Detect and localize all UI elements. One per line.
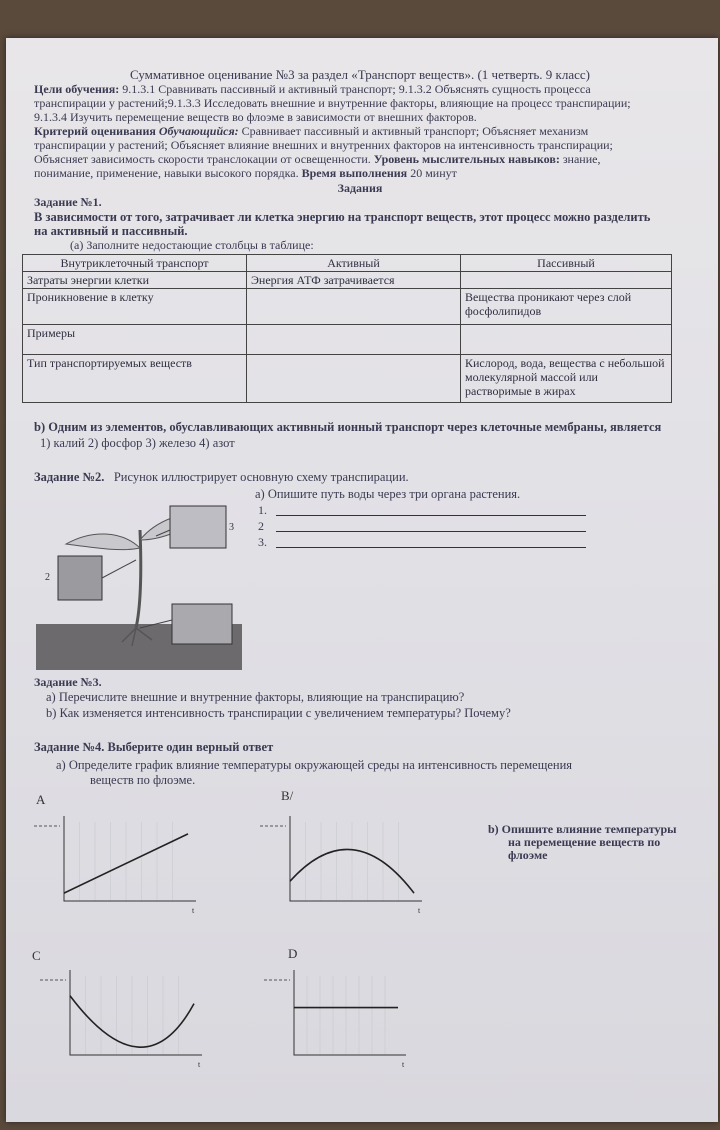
axes — [294, 970, 406, 1055]
table-cell[interactable] — [247, 289, 461, 325]
goals-text-1: 9.1.3.1 Сравнивать пассивный и активный транспорт; 9.1.3.2 Объяснять сущность процесса — [122, 82, 591, 96]
criteria-student: Обучающийся: — [158, 124, 239, 138]
criteria-line-3 — [34, 152, 600, 166]
graph-label-b[interactable]: B/ — [281, 788, 294, 803]
table-cell: Кислород, вода, вещества с небольшой молекулярной массой или растворимые в жирах — [461, 355, 672, 403]
x-axis-label: t — [402, 1060, 405, 1069]
task1-title: Задание №1. — [34, 195, 102, 209]
task2-text: Рисунок иллюстрирует основную схему транспирации. — [113, 470, 409, 484]
transpiration-figure — [36, 500, 246, 672]
x-axis-label: t — [192, 906, 195, 915]
graph-2 — [258, 812, 428, 917]
criteria-text-3c: знание, — [562, 152, 601, 166]
criteria-label: Критерий оценивания — [34, 124, 156, 138]
table-cell[interactable] — [461, 325, 672, 355]
table-row — [23, 355, 672, 403]
table-header-row — [23, 255, 672, 272]
graph-label-c[interactable]: C — [32, 948, 41, 963]
table-cell: Тип транспортируемых веществ — [23, 355, 247, 403]
x-axis-label: t — [198, 1060, 201, 1069]
table-cell[interactable] — [247, 325, 461, 355]
criteria-text-1: Сравнивает пассивный и активный транспорт; Объясняет механизм — [241, 124, 589, 138]
axes — [290, 816, 422, 901]
table-cell[interactable] — [461, 272, 672, 289]
figure-label-3: 3 — [229, 522, 234, 533]
graph-label-a[interactable]: A — [36, 792, 46, 807]
task2-heading — [34, 470, 409, 484]
criteria-text-3a: Объясняет зависимость скорости транслокации от освещенности. — [34, 152, 371, 166]
tasks-heading: Задания — [337, 181, 383, 195]
task2-title: Задание №2. — [34, 470, 105, 484]
answer-line-2[interactable] — [276, 531, 586, 532]
graph-label-d[interactable]: D — [288, 946, 298, 961]
table-cell: Затраты энергии клетки — [23, 272, 247, 289]
graph-1 — [32, 812, 202, 917]
criteria-text-4a: понимание, применение, навыки высокого порядка. — [34, 166, 299, 180]
table-cell: Примеры — [23, 325, 247, 355]
goals-line-3: 9.1.3.4 Изучить перемещение веществ во флоэме в зависимости от внешних факторов. — [34, 110, 477, 124]
task4-sub-b-1: b) Опишите влияние температуры — [488, 822, 677, 836]
task3-title: Задание №3. — [34, 675, 102, 689]
table-row — [23, 289, 672, 325]
figure-label-2: 2 — [45, 572, 50, 583]
goals-label: Цели обучения: — [34, 82, 120, 96]
task3-question-a: a) Перечислите внешние и внутренние факторы, влияющие на транспирацию? — [46, 690, 465, 704]
table-cell: Вещества проникают через слой фосфолипидов — [461, 289, 672, 325]
task1-sub-a: (a) Заполните недостающие столбцы в таблице: — [70, 238, 314, 252]
table-cell: Энергия АТФ затрачивается — [247, 272, 461, 289]
graph-3 — [38, 966, 208, 1071]
answer-number-3: 3. — [258, 535, 267, 549]
transport-table — [22, 254, 672, 403]
answer-line-3[interactable] — [276, 547, 586, 548]
task4-sub-b-3: флоэме — [508, 848, 548, 862]
goals-line-2: транспирации у растений;9.1.3.3 Исследовать внешние и внутренние факторы, влияющие на процесс транспирации; — [34, 96, 631, 110]
table-header-cell: Внутриклеточный транспорт — [23, 255, 247, 272]
task1-options: 1) калий 2) фосфор 3) железо 4) азот — [40, 436, 235, 450]
axes — [70, 970, 202, 1055]
time-label: Время выполнения — [301, 166, 408, 180]
task2-sub-a: a) Опишите путь воды через три органа растения. — [255, 487, 521, 501]
task4-sub-b-2: на перемещение веществ по — [508, 835, 661, 849]
task4-sub-a-1: a) Определите график влияние температуры окружающей среды на интенсивность перемещения — [56, 758, 573, 772]
answer-line-1[interactable] — [276, 515, 586, 516]
answer-number-2: 2 — [258, 519, 264, 533]
task4-title: Задание №4. Выберите один верный ответ — [34, 740, 274, 754]
goals-line-1 — [34, 82, 591, 96]
zoom-box-2 — [58, 556, 102, 600]
time-value: 20 минут — [410, 166, 457, 180]
criteria-text-3b: Уровень мыслительных навыков: — [373, 152, 560, 166]
criteria-line-2: транспирации у растений; Объясняет влияние внешних и внутренних факторов на интенсивность транспирации; — [34, 138, 613, 152]
table-cell[interactable] — [247, 355, 461, 403]
table-cell: Проникновение в клетку — [23, 289, 247, 325]
table-row — [23, 325, 672, 355]
zoom-box-3 — [170, 506, 226, 548]
criteria-line-4 — [34, 166, 457, 180]
table-header-cell: Пассивный — [461, 255, 672, 272]
table-row — [23, 272, 672, 289]
task4-sub-a-2: веществ по флоэме. — [90, 773, 196, 787]
answer-number-1: 1. — [258, 503, 267, 517]
task3-question-b: b) Как изменяется интенсивность транспирации с увеличением температуры? Почему? — [46, 706, 511, 720]
task1-sub-b: b) Одним из элементов, обуславливающих активный ионный транспорт через клеточные мембраны, является — [34, 420, 662, 434]
zoom-box-root — [172, 604, 232, 644]
task1-text-1: В зависимости от того, затрачивает ли клетка энергию на транспорт веществ, этот процесс можно разделить — [34, 210, 651, 224]
criteria-line-1 — [34, 124, 588, 138]
axes — [64, 816, 196, 901]
graph-4 — [262, 966, 412, 1071]
table-header-cell: Активный — [247, 255, 461, 272]
x-axis-label: t — [418, 906, 421, 915]
page-title: Суммативное оценивание №3 за раздел «Транспорт веществ». (1 четверть. 9 класс) — [129, 67, 590, 82]
task1-text-2: на активный и пассивный. — [34, 224, 188, 238]
